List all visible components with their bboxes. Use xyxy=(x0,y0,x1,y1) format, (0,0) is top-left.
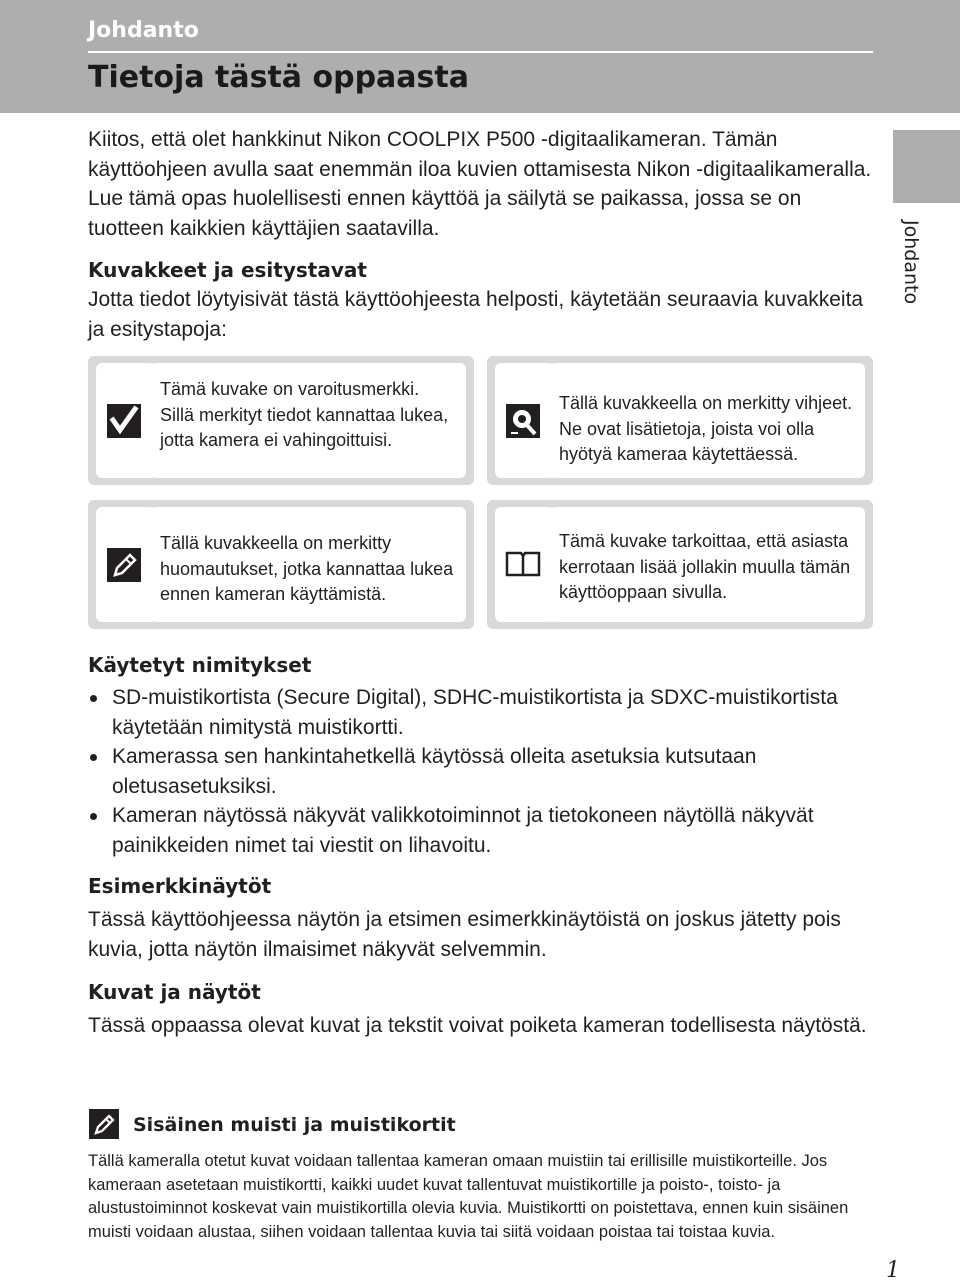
side-tab-label xyxy=(872,220,952,305)
page-number: 1 xyxy=(886,1258,900,1283)
terms-heading: Käytetyt nimitykset xyxy=(88,653,312,677)
side-tab-text: Johdanto xyxy=(900,220,922,305)
icons-intro-text: Jotta tiedot löytyisivät tästä käyttöohjeesta helposti, käytetään seuraavia kuvakkeita ja esitystapoja: xyxy=(88,288,864,341)
examples-text: Tässä käyttöohjeessa näytön ja etsimen esimerkkinäytöistä on joskus jätetty pois kuvia, jotta näytön ilmaisimet näkyvät selvemmin. xyxy=(88,908,841,961)
card-tip xyxy=(487,356,873,485)
card-tip-text: Tällä kuvakkeella on merkitty vihjeet. Ne ovat lisätietoja, joista voi olla hyötyä kameraa käytettäessä. xyxy=(549,363,865,478)
list-item: SD-muistikortista (Secure Digital), SDHC-muistikortista ja SDXC-muistikortista käytetään nimitystä muistikortti. xyxy=(88,683,878,742)
pictures-heading: Kuvat ja näytöt xyxy=(88,980,261,1004)
card-reference xyxy=(487,500,873,629)
chapter-name: Johdanto xyxy=(88,18,199,43)
page-title: Tietoja tästä oppaasta xyxy=(88,60,469,95)
terms-list xyxy=(88,683,878,860)
list-item: Kamerassa sen hankintahetkellä käytössä olleita asetuksia kutsutaan oletusasetuksiksi. xyxy=(88,742,878,801)
warning-check-icon xyxy=(106,403,142,439)
chapter-header xyxy=(0,0,960,113)
note-title: Sisäinen muisti ja muistikortit xyxy=(133,1114,456,1136)
side-tab-marker xyxy=(893,130,960,203)
tip-hint-icon xyxy=(505,403,541,439)
book-reference-icon xyxy=(505,549,541,579)
list-item: Kameran näytössä näkyvät valikkotoiminnot ja tietokoneen näytöllä näkyvät painikkeiden nimet tai viestit on lihavoitu. xyxy=(88,801,878,860)
pictures-text: Tässä oppaassa olevat kuvat ja tekstit voivat poiketa kameran todellisesta näytöstä. xyxy=(88,1014,867,1037)
card-warning-text: Tämä kuvake on varoitusmerkki. Sillä merkityt tiedot kannattaa lukea, jotta kamera ei vahingoittuisi. xyxy=(150,363,466,478)
intro-paragraph: Kiitos, että olet hankkinut Nikon COOLPIX P500 -digitaalikameran. Tämän käyttöohjeen avulla saat enemmän iloa kuvien ottamisesta Nikon -digitaalikameralla. Lue tämä opas huolellisesti ennen käyttöä ja säilytä se paikassa, jossa se on tuotteen kaikkien käyttäjien saatavilla. xyxy=(88,128,872,240)
note-text: Tällä kameralla otetut kuvat voidaan tallentaa kameran omaan muistiin tai erillisille muistikorteille. Jos kameraan asetetaan muistikortti, kaikki uudet kuvat tallentuvat muistikortille ja poisto-, toisto- ja alustustoiminnot koskevat vain muistikortilla olevia kuvia. Muistikortti on poistettava, ennen kuin sisäinen muisti voidaan alustaa, siihen voidaan tallentaa kuvia tai siitä voidaan poistaa tai toistaa kuvia. xyxy=(88,1152,849,1241)
card-note xyxy=(88,500,474,629)
note-pencil-icon xyxy=(106,547,142,583)
icons-heading: Kuvakkeet ja esitystavat xyxy=(88,258,367,282)
header-divider xyxy=(88,51,873,53)
card-icon-area xyxy=(96,507,156,622)
card-warning xyxy=(88,356,474,485)
card-icon-area xyxy=(495,507,555,622)
examples-heading: Esimerkkinäytöt xyxy=(88,874,272,898)
card-note-text: Tällä kuvakkeella on merkitty huomautukset, jotka kannattaa lukea ennen kameran käyttämistä. xyxy=(150,507,466,622)
card-icon-area xyxy=(495,363,555,478)
card-reference-text: Tämä kuvake tarkoittaa, että asiasta kerrotaan lisää jollakin muulla tämän käyttöoppaan sivulla. xyxy=(549,507,865,622)
note-pencil-icon xyxy=(88,1108,120,1140)
card-icon-area xyxy=(96,363,156,478)
